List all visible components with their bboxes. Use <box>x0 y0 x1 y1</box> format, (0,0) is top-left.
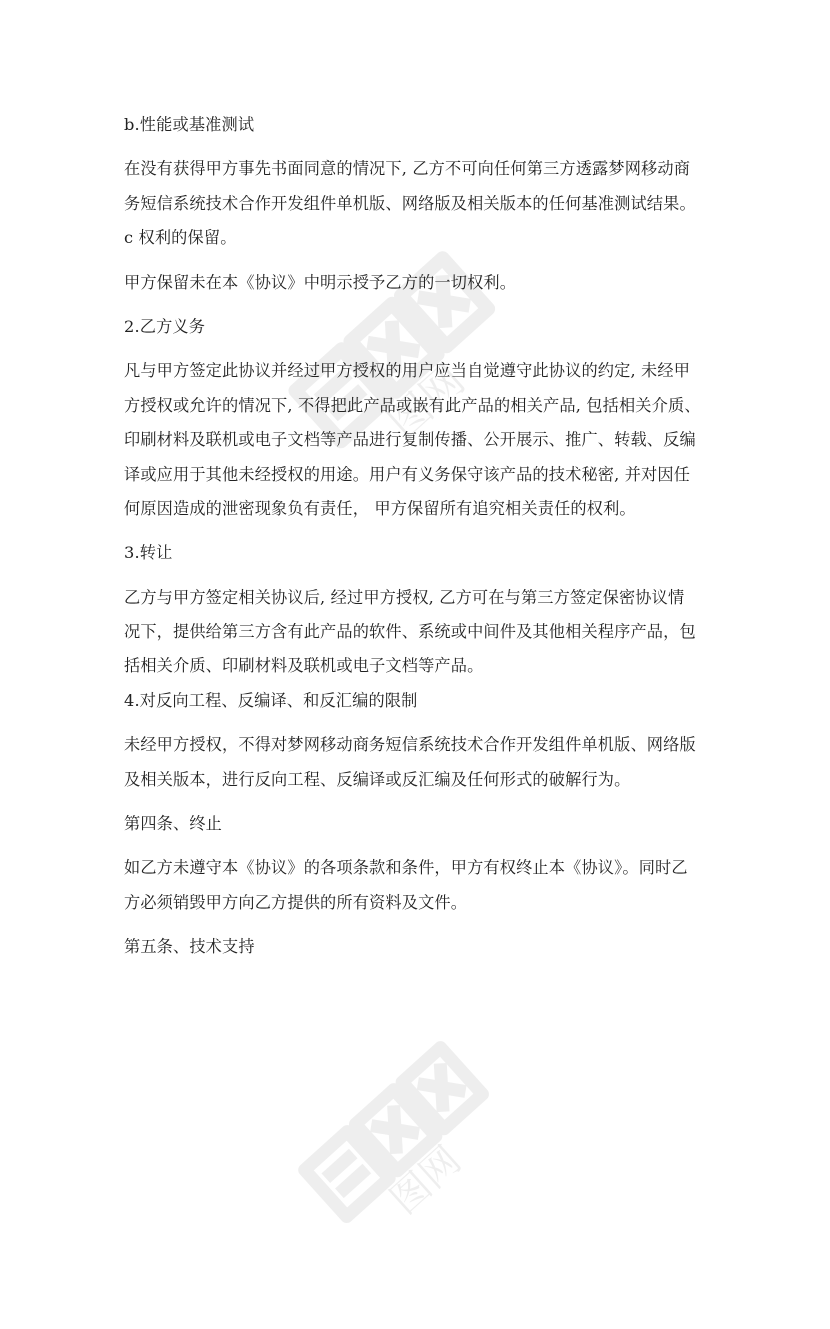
paragraph-gap <box>124 920 716 930</box>
paragraph-gap <box>124 256 716 266</box>
rights-reserved-paragraph-line: 甲方保留未在本《协议》中明示授予乙方的一切权利。 <box>124 272 517 292</box>
section-heading-benchmark: b.性能或基准测试 <box>124 115 255 134</box>
benchmark-paragraph-line: 在没有获得甲方事先书面同意的情况下, 乙方不可向任何第三方透露梦网移动商 <box>124 159 691 179</box>
section-heading-transfer: 3.转让 <box>124 543 173 563</box>
paragraph-gap <box>124 797 716 807</box>
article-heading-technical-support: 第五条、技术支持 <box>124 937 255 957</box>
section-heading-rights-reserved: c 权利的保留。 <box>124 228 237 248</box>
paragraph-gap <box>124 526 716 536</box>
termination-paragraph-line: 方必须销毁甲方向乙方提供的所有资料及文件。 <box>124 892 468 912</box>
document-body <box>124 108 716 965</box>
obligations-paragraph-line: 译或应用于其他未经授权的用途。用户有义务保守该产品的技术秘密, 并对因任 <box>124 464 691 484</box>
paragraph-gap <box>124 718 716 728</box>
watermark-logo-icon-bottom <box>246 991 585 1329</box>
reverse-engineering-paragraph-line: 未经甲方授权，不得对梦网移动商务短信系统技术合作开发组件单机版、网络版 <box>124 735 696 755</box>
obligations-paragraph-line: 何原因造成的泄密现象负有责任， 甲方保留所有追究相关责任的权利。 <box>124 498 636 518</box>
paragraph-gap <box>124 300 716 310</box>
benchmark-paragraph-line: 务短信系统技术合作开发组件单机版、网络版及相关版本的任何基准测试结果。 <box>124 193 696 213</box>
svg-text:图网: 图网 <box>378 355 474 448</box>
svg-text:图网: 图网 <box>382 1137 470 1224</box>
transfer-paragraph-line: 况下，提供给第三方含有此产品的软件、系统或中间件及其他相关程序产品，包 <box>124 622 696 642</box>
article-heading-termination: 第四条、终止 <box>124 814 223 834</box>
paragraph-gap <box>124 841 716 851</box>
obligations-paragraph-line: 方授权或允许的情况下, 不得把此产品或嵌有此产品的相关产品, 包括相关介质、 <box>124 395 701 415</box>
paragraph-gap <box>124 571 716 581</box>
obligations-paragraph-line: 印刷材料及联机或电子文档等产品进行复制传播、公开展示、推广、转载、反编 <box>124 430 696 450</box>
section-heading-reverse-engineering: 4.对反向工程、反编译、和反汇编的限制 <box>124 690 418 710</box>
paragraph-gap <box>124 142 716 152</box>
termination-paragraph-line: 如乙方未遵守本《协议》的各项条款和条件，甲方有权终止本《协议》。同时乙 <box>124 858 688 878</box>
reverse-engineering-paragraph-line: 及相关版本，进行反向工程、反编译或反汇编及任何形式的破解行为。 <box>124 769 631 789</box>
section-heading-party-b-obligations: 2.乙方义务 <box>124 316 206 336</box>
transfer-paragraph-line: 乙方与甲方签定相关协议后, 经过甲方授权, 乙方可在与第三方签定保密协议情 <box>124 587 685 607</box>
obligations-paragraph-line: 凡与甲方签定此协议并经过甲方授权的用户应当自觉遵守此协议的约定, 未经甲 <box>124 361 691 381</box>
transfer-paragraph-line: 括相关介质、印刷材料及联机或电子文档等产品。 <box>124 656 484 676</box>
paragraph-gap <box>124 344 716 354</box>
